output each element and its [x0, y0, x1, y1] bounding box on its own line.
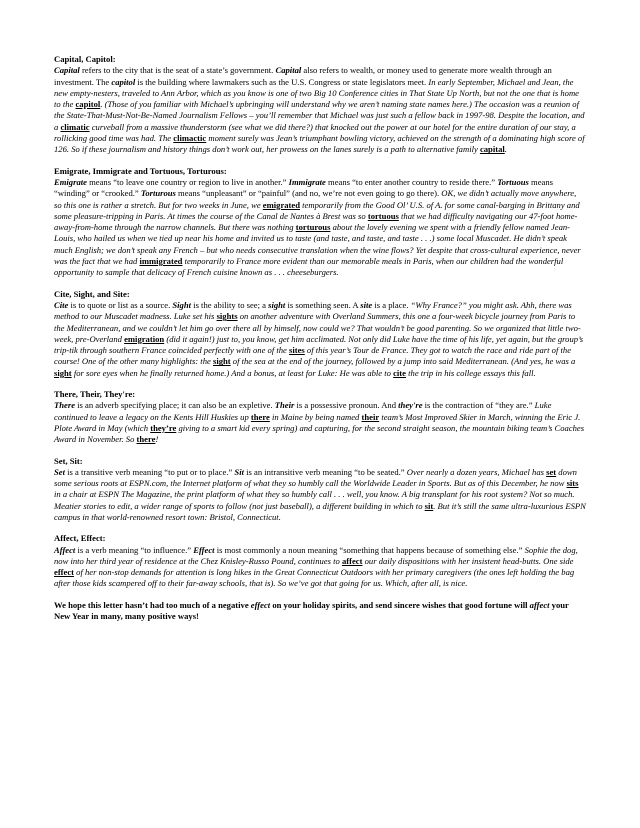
definition-text: means “unpleasant” or “painful” (and no, we’re not even going to go there).	[175, 188, 442, 199]
defined-term: Affect	[54, 544, 76, 555]
defined-term: capitol	[111, 76, 136, 87]
definition-text: is the building where lawmakers such as the U.S. Congress or state legislators meet.	[135, 76, 429, 87]
narrative-text: our daily dispositions with her insistent head-butts. One side	[362, 555, 574, 566]
narrative-text: curveball from a massive thunderstorm (see what we did there?) that knocked out the power at our hotel for the entire duration of our stay, a rollicking good time was had. The	[54, 121, 576, 144]
highlighted-word: sites	[289, 345, 305, 356]
highlighted-word: sight	[54, 367, 72, 378]
defined-term: site	[360, 299, 373, 310]
narrative-text: moment surely was Jean’s triumphant bowling victory, achieved on the strength of a dominating high score of 126. So if these journalism and history things don’t work out, her prowess on the lanes surely is a path to alternative family	[54, 133, 585, 155]
defined-term: Immigrate	[288, 176, 326, 187]
definition-text: is the contraction of “they are.”	[422, 400, 535, 411]
definition-text: is a verb meaning “to influence.”	[75, 544, 194, 555]
section-body	[54, 545, 586, 590]
narrative-text: OK, we didn’t actually move anywhere, so this one is rather a stretch. But for two weeks in June, we	[54, 188, 577, 210]
narrative-text: of the sea at the end of the journey, followed by a jump into said Mediterranean. (And yes, he was a	[230, 356, 576, 367]
highlighted-word: emigration	[124, 333, 165, 344]
closing-text: affect	[529, 599, 550, 610]
highlighted-word: climactic	[173, 133, 207, 144]
highlighted-word: sight	[212, 356, 231, 367]
section	[54, 389, 586, 445]
section	[54, 166, 586, 279]
highlighted-word: tortuous	[367, 210, 399, 221]
narrative-text: temporarily to France more evident than our memorable meals in Paris, when our children had the wonderful opportunity to sample that delicacy of French cuisine known as . . . cheeseburgers.	[54, 256, 564, 278]
definition-text: is a transitive verb meaning “to put or to place.”	[64, 466, 235, 477]
definition-text: is a place.	[372, 299, 411, 310]
defined-term: Torturous	[140, 188, 176, 199]
definition-text: is a possessive pronoun. And	[294, 400, 399, 411]
section	[54, 54, 586, 156]
section-heading: Set, Sit:	[54, 455, 83, 466]
section	[54, 289, 586, 379]
narrative-text: that we had difficulty navigating our 47-foot home-away-from-home through the narrow channels. But there was nothing	[54, 210, 578, 233]
defined-term: Their	[274, 400, 295, 411]
definition-text: is the ability to see; a	[191, 299, 269, 310]
highlighted-word: climatic	[60, 121, 90, 132]
definition-text: means “to enter another country to reside there.”	[325, 176, 498, 187]
definition-text: means “to leave one country or region to live in another.”	[86, 176, 289, 187]
highlighted-word: sights	[216, 311, 238, 322]
highlighted-word: set	[546, 466, 557, 477]
highlighted-word: capitol	[75, 99, 101, 110]
narrative-text: Over nearly a dozen years, Michael has	[406, 466, 547, 477]
section-body	[54, 177, 586, 279]
highlighted-word: sits	[566, 478, 579, 489]
narrative-text: . But it’s still the same ultra-luxurious ESPN campus in that world-renowned resort town: Bristol, Connecticut.	[54, 500, 586, 522]
narrative-text: down some serious roots at ESPN.com, the Internet platform of what they so humbly call the Worldwide Leader in Sports. But as of this December, he now	[54, 466, 577, 489]
highlighted-word: emigrated	[262, 199, 301, 210]
defined-term: There	[54, 400, 76, 411]
section-heading: Emigrate, Immigrate and Tortuous, Torturous:	[54, 165, 227, 176]
highlighted-word: there	[136, 434, 156, 445]
closing-message	[54, 600, 586, 623]
narrative-text: on another adventure with Overland Summers, this one a four-week bicycle journey from Paris to the Mediterranean, and we couldn’t let him go over there all by himself, now could we? That wouldn’t be good parenting. So we organized that little two-week, pre-Overland	[54, 311, 581, 344]
highlighted-word: there	[250, 411, 270, 422]
narrative-text: giving to a smart kid every spring) and capturing, for the second straight season, the mountain biking team’s Coaches Award in November. So	[54, 422, 585, 445]
defined-term: sight	[268, 299, 286, 310]
narrative-text: “Why France?” you might ask. Ahh, there was method to our Muscadet madness. Luke set his	[54, 299, 572, 322]
section-heading: Capital, Capitol:	[54, 54, 116, 64]
narrative-text: In early September, Michael and Jean, the new empty-nesters, traveled to Ann Arbor, which as you know is one of two Big 10 Conference cities in That State Up North, but not the one that is home to the	[54, 76, 579, 110]
highlighted-word: torturous	[295, 222, 331, 233]
defined-term: Tortuous	[497, 176, 529, 187]
defined-term: Sight	[172, 299, 192, 310]
defined-term: Cite	[54, 299, 69, 310]
defined-term: Capital	[54, 65, 80, 76]
section-heading: Affect, Effect:	[54, 533, 106, 544]
narrative-text: of her non-stop demands for attention is long hikes in the Great Connecticut Outdoors with her primary caregivers (the ones left holding the bag after those kids scampered off to their far-away schools, that is). So we’ve got that going for us. Which, after all, is nice.	[54, 567, 575, 589]
closing-text: effect	[250, 599, 271, 610]
defined-term: Emigrate	[54, 176, 87, 187]
narrative-text: in Maine by being named	[269, 411, 362, 422]
definition-text: is an intransitive verb meaning “to be seated.”	[243, 466, 407, 477]
defined-term: Sit	[234, 466, 244, 477]
narrative-text: for sore eyes when he finally returned home.) And a bonus, at least for Luke: He was able to	[71, 367, 394, 378]
section-body	[54, 65, 586, 155]
letter-document	[54, 54, 586, 631]
narrative-text: in a chair at ESPN The Magazine, the print platform of what they so humbly call . . . well, you know. A big transplant for his root system? Not so much. Meatier stories to edit, a wider range of sports to follow (not just baseball), a different building in which to	[54, 489, 575, 511]
section-heading: There, Their, They're:	[54, 389, 136, 400]
narrative-text: Luke continued to leave a legacy on the Kents Hill Huskies up	[54, 400, 552, 422]
narrative-text: temporarily from the Good Ol’ U.S. of A. for some canal-barging in Brittany and some pleasure-tripping in Paris. At times the course of the Canal de Nantes à Brest was so	[54, 199, 580, 221]
definition-text: is most commonly a noun meaning “something that happens because of something else.”	[214, 544, 525, 555]
section-body	[54, 300, 586, 379]
highlighted-word: they’re	[150, 422, 177, 433]
definition-text: is an adverb specifying place; it can also be an expletive.	[75, 400, 275, 411]
defined-term: Capital	[275, 65, 302, 76]
definition-text: means “winding” or “crooked.”	[54, 176, 553, 199]
section-body	[54, 400, 586, 445]
narrative-text: about the lovely evening we spent with a friendly fellow named Jean-Louis, who hailed us when we tied up near his home and invited us to taste (and taste, and taste, and taste . . .) some local Muscadet. He didn’t speak much English; we don’t speak any French – but who needs consecutive translation when the wine flows? Yet despite that cross-cultural experience, never was the fact that we had	[54, 222, 581, 267]
defined-term: they're	[398, 400, 423, 411]
highlighted-word: their	[361, 411, 380, 422]
section	[54, 533, 586, 589]
narrative-text: . (Those of you familiar with Michael’s upbringing will understand why we aren’t naming state names here.) The occasion was a reunion of the State-That-Must-Not-Be-Named Journalism Fellows – you’ll remember that Michael was just such a fellow back in 1997-98. Despite the location, and a	[54, 99, 585, 132]
narrative-text: the trip in his college essays this fall.	[406, 367, 536, 378]
section-body	[54, 467, 586, 523]
closing-text: on your holiday spirits, and send sincere wishes that good fortune will	[270, 599, 530, 610]
narrative-text: (did it again!) just to, you know, get him acclimated. Not only did Luke have the time of his life, yet again, but the group’s trip-tik through southern France coincided perfectly with one of the	[54, 333, 584, 356]
narrative-text: !	[155, 434, 159, 445]
highlighted-word: sit	[424, 500, 434, 511]
highlighted-word: capital	[479, 144, 505, 155]
highlighted-word: cite	[393, 367, 406, 378]
section-heading: Cite, Sight, and Site:	[54, 288, 130, 299]
highlighted-word: immigrated	[139, 256, 183, 267]
highlighted-word: effect	[54, 567, 75, 578]
definition-text: is something seen. A	[285, 299, 361, 310]
section	[54, 456, 586, 524]
narrative-text: of this year’s Tour de France. They got to watch the race and ride part of the course! One of the other many highlights: the	[54, 345, 572, 367]
highlighted-word: affect	[341, 555, 363, 566]
definition-text: is to quote or list as a source.	[68, 299, 173, 310]
defined-term: Effect	[193, 544, 215, 555]
closing-text: We hope this letter hasn’t had too much of a negative	[54, 599, 251, 610]
narrative-text: team’s Most Improved Skier in March, winning the Eric J. Plote Award in May (which	[54, 411, 581, 433]
narrative-text: Sophie the dog, now into her third year of residence at the Chez Knisley-Russo Pound, continues to	[54, 544, 578, 566]
definition-text: also refers to wealth, or money used to generate more wealth through an investment. The	[54, 65, 552, 87]
definition-text: refers to the city that is the seat of a state’s government.	[79, 65, 276, 76]
narrative-text: .	[504, 144, 507, 155]
closing-text: your New Year in many, many positive ways!	[54, 599, 569, 622]
defined-term: Set	[54, 466, 65, 477]
